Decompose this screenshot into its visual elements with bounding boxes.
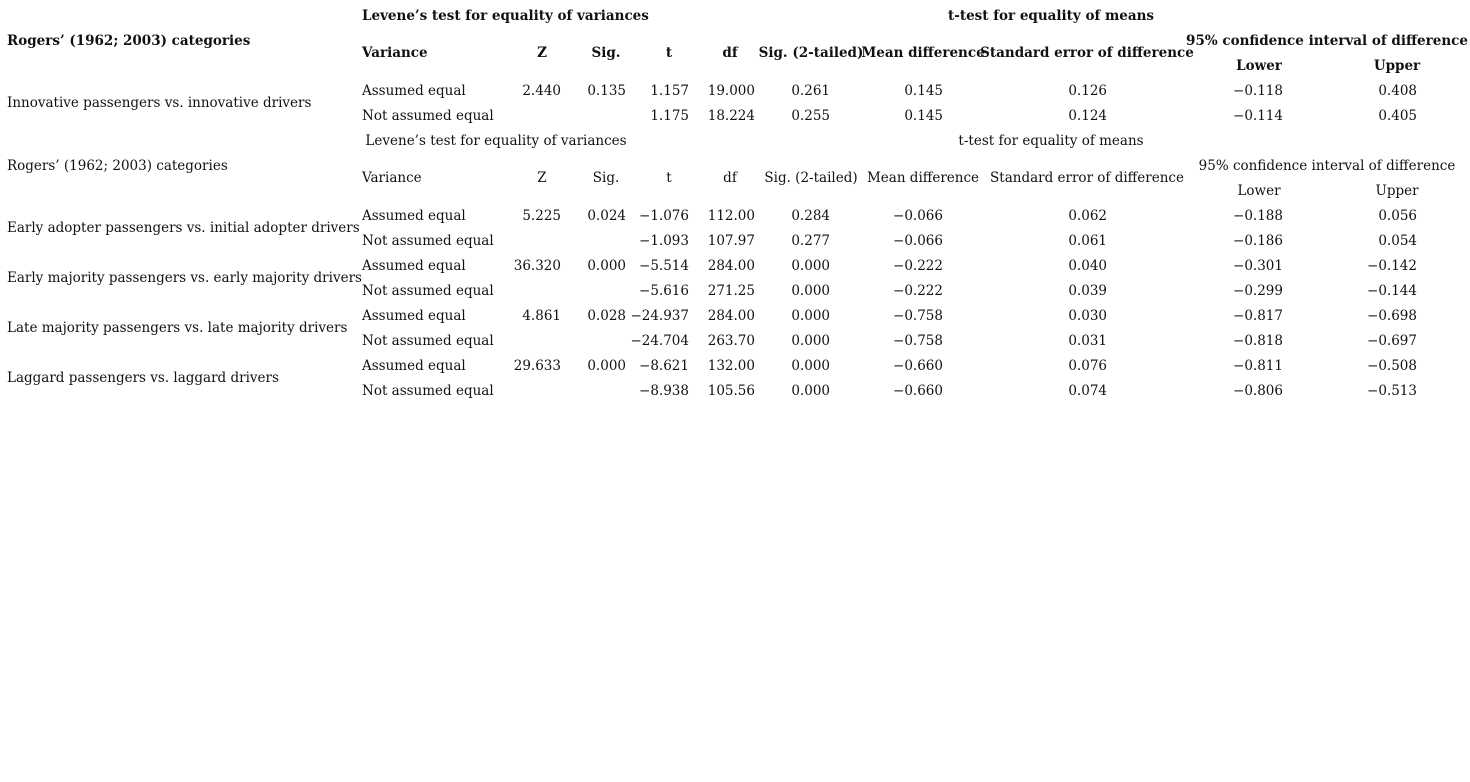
table1-col-stderr: Standard error of difference bbox=[980, 45, 1194, 61]
table2-cell-t: −1.093 bbox=[639, 233, 689, 249]
table2-cell-df: 107.97 bbox=[707, 233, 755, 249]
table2-cell-df: 112.00 bbox=[707, 208, 755, 224]
table2-group-label: Early adopter passengers vs. initial adopter drivers bbox=[7, 220, 360, 236]
table2-cell-z: 5.225 bbox=[522, 208, 561, 224]
table2-col-lower: Lower bbox=[1237, 183, 1281, 199]
table2-cell-upper: −0.698 bbox=[1367, 308, 1417, 324]
table1-col-z: Z bbox=[537, 45, 547, 61]
table2-cell-upper: 0.056 bbox=[1378, 208, 1417, 224]
table1-cell-sig: 0.135 bbox=[587, 83, 626, 99]
table2-col-meandiff: Mean difference bbox=[866, 170, 980, 186]
table2-cell-df: 284.00 bbox=[707, 308, 755, 324]
table1-cell-variance: Not assumed equal bbox=[362, 108, 494, 124]
table2-cell-lower: −0.188 bbox=[1233, 208, 1283, 224]
table2-cell-lower: −0.806 bbox=[1233, 383, 1283, 399]
table2-cell-variance: Not assumed equal bbox=[362, 283, 494, 299]
table2-cell-stderr: 0.040 bbox=[1068, 258, 1107, 274]
table2-cell-meandiff: −0.660 bbox=[893, 358, 943, 374]
table1-col-df: df bbox=[722, 45, 738, 61]
table2-cell-meandiff: −0.758 bbox=[893, 333, 943, 349]
table2-cell-sig2: 0.000 bbox=[791, 358, 830, 374]
table2-cell-t: −8.938 bbox=[639, 383, 689, 399]
table2-cell-df: 263.70 bbox=[707, 333, 755, 349]
table2-cell-df: 105.56 bbox=[707, 383, 755, 399]
table2-group-label: Late majority passengers vs. late majority drivers bbox=[7, 320, 348, 336]
table1-cell-lower: −0.118 bbox=[1233, 83, 1283, 99]
table1-levene-header: Levene’s test for equality of variances bbox=[362, 8, 649, 24]
table1-col-lower: Lower bbox=[1236, 58, 1282, 74]
table2-cell-meandiff: −0.066 bbox=[893, 208, 943, 224]
table2-cell-sig: 0.024 bbox=[587, 208, 626, 224]
table1-ttest-header: t-test for equality of means bbox=[947, 8, 1155, 24]
table1-cell-sig2: 0.261 bbox=[791, 83, 830, 99]
table2-cell-variance: Assumed equal bbox=[362, 308, 466, 324]
table1-cell-stderr: 0.124 bbox=[1068, 108, 1107, 124]
table2-group-label: Laggard passengers vs. laggard drivers bbox=[7, 370, 279, 386]
table2-cell-stderr: 0.030 bbox=[1068, 308, 1107, 324]
table2-cell-meandiff: −0.222 bbox=[893, 258, 943, 274]
table2-cell-variance: Not assumed equal bbox=[362, 383, 494, 399]
table1-col-meandiff: Mean difference bbox=[861, 45, 985, 61]
table1-col-upper: Upper bbox=[1373, 58, 1421, 74]
table1-col-sig2: Sig. (2-tailed) bbox=[758, 45, 864, 61]
table2-cell-upper: −0.513 bbox=[1367, 383, 1417, 399]
table1-col-sig: Sig. bbox=[591, 45, 621, 61]
table2-cell-z: 29.633 bbox=[513, 358, 561, 374]
table2-cell-meandiff: −0.222 bbox=[893, 283, 943, 299]
table2-cell-stderr: 0.074 bbox=[1068, 383, 1107, 399]
table1-cell-meandiff: 0.145 bbox=[904, 83, 943, 99]
table2-cell-variance: Not assumed equal bbox=[362, 233, 494, 249]
table1-col-variance: Variance bbox=[362, 45, 428, 61]
table2-col-upper: Upper bbox=[1375, 183, 1419, 199]
table2-col-z: Z bbox=[537, 170, 547, 186]
table2-cell-z: 4.861 bbox=[522, 308, 561, 324]
table2-col-sig: Sig. bbox=[592, 170, 620, 186]
table1-cell-t: 1.175 bbox=[650, 108, 689, 124]
table2-col-t: t bbox=[666, 170, 672, 186]
table2-levene-header: Levene’s test for equality of variances bbox=[365, 133, 627, 149]
table2-cell-df: 271.25 bbox=[707, 283, 755, 299]
table2-cell-upper: −0.508 bbox=[1367, 358, 1417, 374]
table2-cell-t: −1.076 bbox=[639, 208, 689, 224]
table1-col-t: t bbox=[665, 45, 673, 61]
table2-cell-sig2: 0.000 bbox=[791, 283, 830, 299]
table2-cell-sig: 0.028 bbox=[587, 308, 626, 324]
table2-cell-meandiff: −0.758 bbox=[893, 308, 943, 324]
table2-cell-sig2: 0.000 bbox=[791, 258, 830, 274]
table2-cell-t: −5.514 bbox=[639, 258, 689, 274]
table2-cell-sig2: 0.000 bbox=[791, 308, 830, 324]
table1-cell-stderr: 0.126 bbox=[1068, 83, 1107, 99]
table2-cell-z: 36.320 bbox=[513, 258, 561, 274]
table2-cell-df: 284.00 bbox=[707, 258, 755, 274]
table1-cell-upper: 0.408 bbox=[1378, 83, 1417, 99]
table2-cell-sig2: 0.284 bbox=[791, 208, 830, 224]
table1-cell-upper: 0.405 bbox=[1378, 108, 1417, 124]
table1-cell-df: 18.224 bbox=[707, 108, 755, 124]
table2-col-variance: Variance bbox=[362, 170, 422, 186]
table2-cell-upper: −0.142 bbox=[1367, 258, 1417, 274]
table2-cell-sig: 0.000 bbox=[587, 258, 626, 274]
table2-cell-variance: Not assumed equal bbox=[362, 333, 494, 349]
table1-cell-df: 19.000 bbox=[707, 83, 755, 99]
table2-cell-sig2: 0.277 bbox=[791, 233, 830, 249]
table2-cell-t: −24.704 bbox=[630, 333, 689, 349]
table2-category-header: Rogers’ (1962; 2003) categories bbox=[7, 158, 228, 174]
table2-cell-lower: −0.301 bbox=[1233, 258, 1283, 274]
table1-cell-meandiff: 0.145 bbox=[904, 108, 943, 124]
table1-cell-z: 2.440 bbox=[522, 83, 561, 99]
table2-ttest-header: t-test for equality of means bbox=[958, 133, 1144, 149]
table2-cell-meandiff: −0.066 bbox=[893, 233, 943, 249]
table2-cell-stderr: 0.061 bbox=[1068, 233, 1107, 249]
table2-cell-stderr: 0.031 bbox=[1068, 333, 1107, 349]
table1-cell-t: 1.157 bbox=[650, 83, 689, 99]
table1-group-label: Innovative passengers vs. innovative drivers bbox=[7, 95, 312, 111]
table2-cell-lower: −0.811 bbox=[1233, 358, 1283, 374]
table2-cell-stderr: 0.076 bbox=[1068, 358, 1107, 374]
table2-cell-lower: −0.818 bbox=[1233, 333, 1283, 349]
table2-cell-variance: Assumed equal bbox=[362, 208, 466, 224]
table2-cell-stderr: 0.062 bbox=[1068, 208, 1107, 224]
table2-cell-lower: −0.299 bbox=[1233, 283, 1283, 299]
table1-cell-variance: Assumed equal bbox=[362, 83, 466, 99]
table2-cell-t: −8.621 bbox=[639, 358, 689, 374]
table2-cell-variance: Assumed equal bbox=[362, 358, 466, 374]
table2-cell-stderr: 0.039 bbox=[1068, 283, 1107, 299]
table2-cell-sig: 0.000 bbox=[587, 358, 626, 374]
table2-col-df: df bbox=[723, 170, 737, 186]
table1-ci-header: 95% confidence interval of difference bbox=[1186, 33, 1468, 49]
table2-cell-t: −24.937 bbox=[630, 308, 689, 324]
table1-cell-sig2: 0.255 bbox=[791, 108, 830, 124]
table2-cell-variance: Assumed equal bbox=[362, 258, 466, 274]
table2-cell-lower: −0.817 bbox=[1233, 308, 1283, 324]
table2-group-label: Early majority passengers vs. early majority drivers bbox=[7, 270, 362, 286]
table2-cell-upper: −0.697 bbox=[1367, 333, 1417, 349]
table2-cell-sig2: 0.000 bbox=[791, 333, 830, 349]
table2-cell-meandiff: −0.660 bbox=[893, 383, 943, 399]
table2-col-stderr: Standard error of difference bbox=[990, 170, 1184, 186]
table2-col-sig2: Sig. (2-tailed) bbox=[764, 170, 858, 186]
table2-cell-upper: 0.054 bbox=[1378, 233, 1417, 249]
table1-cell-lower: −0.114 bbox=[1233, 108, 1283, 124]
table2-cell-df: 132.00 bbox=[707, 358, 755, 374]
table1-category-header: Rogers’ (1962; 2003) categories bbox=[7, 33, 251, 49]
table2-cell-sig2: 0.000 bbox=[791, 383, 830, 399]
table2-cell-lower: −0.186 bbox=[1233, 233, 1283, 249]
table2-cell-upper: −0.144 bbox=[1367, 283, 1417, 299]
table2-ci-header: 95% confidence interval of difference bbox=[1198, 158, 1456, 174]
table2-cell-t: −5.616 bbox=[639, 283, 689, 299]
